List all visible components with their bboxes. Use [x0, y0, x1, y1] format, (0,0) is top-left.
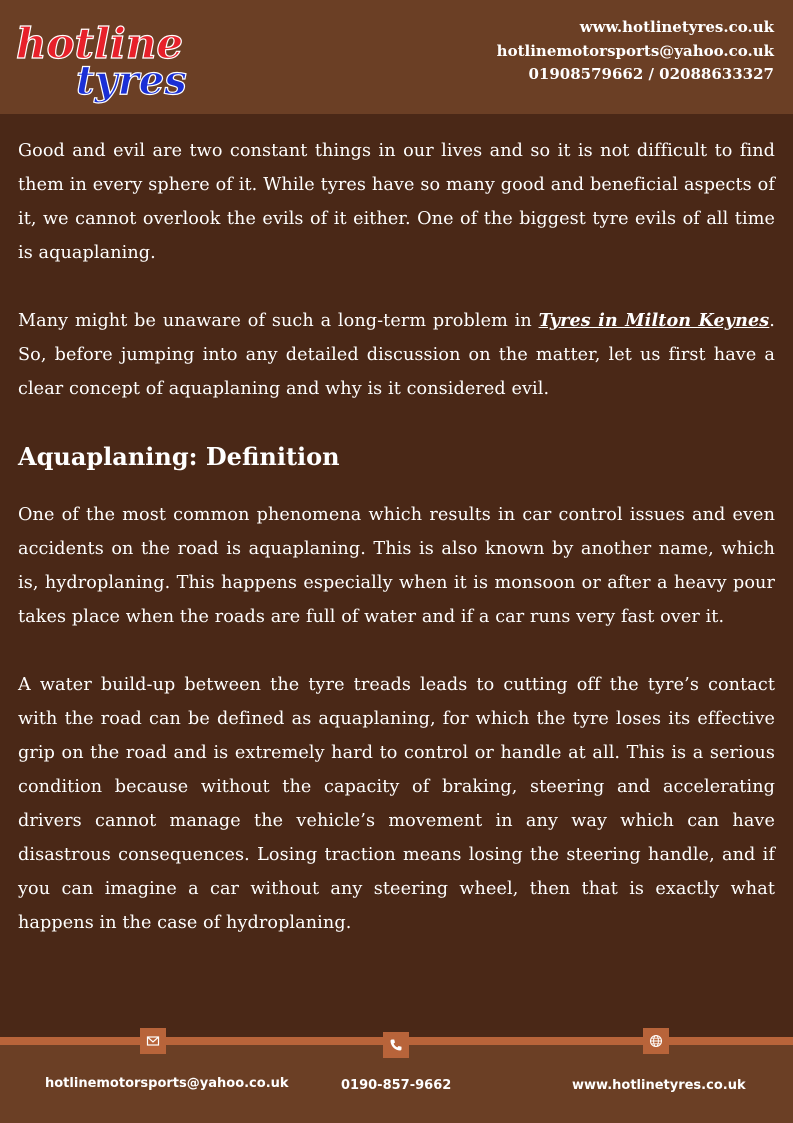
- paragraph-definition: One of the most common phenomena which results in car control issues and even accidents on the road is aquaplaning. This is also known by another name, which is, hydroplaning. This happens especially when it is monsoon or after a heavy pour takes place when the roads are full of water and if a car runs very fast over it.: [18, 505, 775, 627]
- hotline-tyres-logo[interactable]: [14, 18, 204, 108]
- paragraph-milton-keynes: [18, 304, 775, 406]
- paragraph-intro: Good and evil are two constant things in our lives and so it is not difficult to find them in every sphere of it. While tyres have so many good and beneficial aspects of it, we cannot overlook the evils of it either. One of the biggest tyre evils of all time is aquaplaning.: [18, 141, 775, 263]
- header-phones: 01908579662 / 02088633327: [528, 65, 774, 83]
- header-contact: [497, 16, 774, 87]
- mail-icon: [140, 1028, 166, 1054]
- logo-text-tyres: tyres: [76, 57, 187, 104]
- footer-email[interactable]: hotlinemotorsports@yahoo.co.uk: [45, 1076, 289, 1091]
- section-heading: Aquaplaning: Definition: [18, 442, 340, 471]
- globe-icon: [643, 1028, 669, 1054]
- header-email[interactable]: hotlinemotorsports@yahoo.co.uk: [496, 41, 774, 60]
- phone-icon: [383, 1032, 409, 1058]
- article-body: [18, 134, 775, 974]
- paragraph-text: Many might be unaware of such a long-term problem in: [18, 311, 539, 331]
- header-website[interactable]: www.hotlinetyres.co.uk: [579, 18, 774, 36]
- tyres-milton-keynes-link[interactable]: Tyres in Milton Keynes: [538, 310, 770, 331]
- paragraph-water-buildup: A water build-up between the tyre treads leads to cutting off the tyre’s contact with the road can be defined as aquaplaning, for which the tyre loses its effective grip on the road and is extremely hard to control or handle at all. This is a serious condition because without the capacity of braking, steering and accelerating drivers cannot manage the vehicle’s movement in any way which can have disastrous consequences. Losing traction means losing the steering handle, and if you can imagine a car without any steering wheel, then that is exactly what happens in the case of hydroplaning.: [18, 675, 775, 933]
- footer-website[interactable]: www.hotlinetyres.co.uk: [572, 1078, 746, 1093]
- paragraph-text: . So, before jumping into any detailed discussion on the matter, let us first have a clear concept of aquaplaning and why is it considered evil.: [18, 311, 775, 399]
- footer-phone[interactable]: 0190-857-9662: [341, 1078, 452, 1093]
- page-header: [0, 0, 793, 114]
- logo-text-hotline: hotline: [16, 19, 184, 68]
